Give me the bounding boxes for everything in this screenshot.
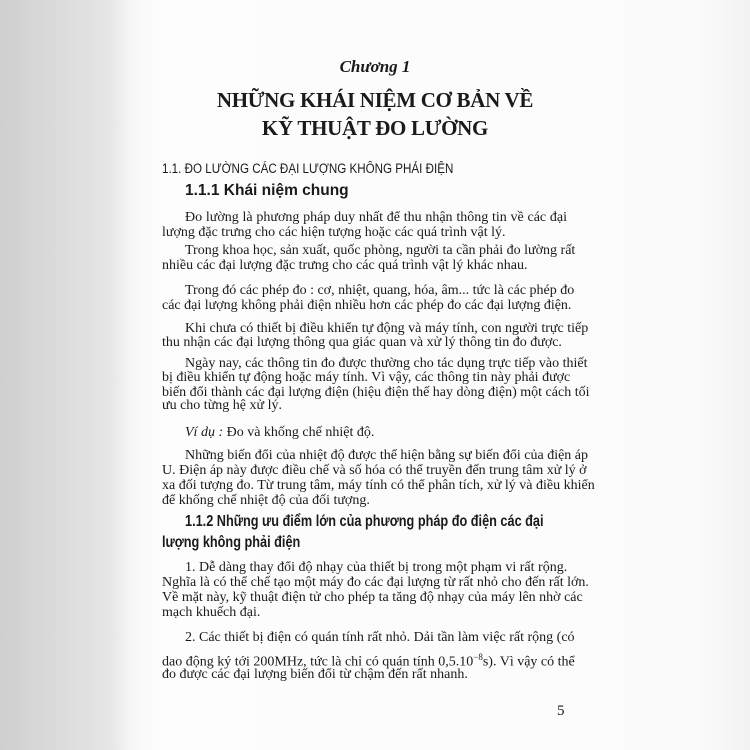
text-line: Đo lường là phương pháp duy nhất để thu nhận thông tin về các đại xyxy=(185,210,567,225)
text-line: Những biến đổi của nhiệt độ được thể hiện bằng sự biến đổi của điện áp xyxy=(185,448,589,463)
text-line: để khống chế nhiệt độ của đối tượng. xyxy=(162,493,370,508)
text-line: Trong khoa học, sản xuất, quốc phòng, người ta cần phải đo lường rất xyxy=(185,243,576,258)
text-segment: dao động ký tới 200MHz, tức là chỉ có quán tính 0,5.10 xyxy=(162,654,474,670)
text-line: ưu cho từng hệ xử lý. xyxy=(162,398,282,413)
example-text: Đo và khống chế nhiệt độ. xyxy=(226,425,375,440)
text-line: Trong đó các phép đo : cơ, nhiệt, quang, hóa, âm... tức là các phép đo xyxy=(185,283,575,298)
text-line: thu nhận các đại lượng thông qua giác quan và xử lý thông tin đo được. xyxy=(162,335,562,350)
example-label: Ví dụ : xyxy=(185,425,224,440)
chapter-label: Chương 1 xyxy=(339,57,411,76)
text-line: 1. Dễ dàng thay đổi độ nhạy của thiết bị trong một phạm vi rất rộng. xyxy=(185,560,568,575)
text-line: U. Điện áp này được điều chế và số hóa có thể truyền đến trung tâm xử lý ở xyxy=(162,463,587,478)
text-line: lượng đặc trưng cho các hiện tượng hoặc các quá trình vật lý. xyxy=(162,225,506,240)
text-line: nhiều các đại lượng đặc trưng cho các quá trình vật lý khác nhau. xyxy=(162,258,528,273)
text-line: Khi chưa có thiết bị điều khiển tự động và máy tính, con người trực tiếp xyxy=(185,321,589,336)
text-line: Nghĩa là có thể chế tạo một máy đo các đại lượng từ rất nhỏ cho đến rất lớn. xyxy=(162,575,589,590)
text-line: đo được các đại lượng biến đổi từ chậm đến rất nhanh. xyxy=(162,667,468,682)
text-line: các đại lượng không phải điện nhiều hơn các phép đo các đại lượng điện. xyxy=(162,298,572,313)
chapter-title-line-2: KỸ THUẬT ĐO LƯỜNG xyxy=(261,116,489,140)
subsection-heading-2-line-2: lượng không phải điện xyxy=(162,534,301,551)
text-line: Ngày nay, các thông tin đo được thường cho tác dụng trực tiếp vào thiết xyxy=(185,356,588,371)
text-segment: s). Vì vậy có thể xyxy=(482,654,575,670)
text-line: 2. Các thiết bị điện có quán tính rất nhỏ. Dải tần làm việc rất rộng (có xyxy=(185,630,575,645)
text-line: xa đối tượng đo. Từ trung tâm, máy tính có thể phân tích, xử lý và điều khiển xyxy=(162,478,595,493)
subsection-heading-1: 1.1.1 Khái niệm chung xyxy=(185,182,349,199)
exponent: −8 xyxy=(473,652,483,662)
example-line xyxy=(185,425,567,440)
chapter-title-line-1: NHỮNG KHÁI NIỆM CƠ BẢN VỀ xyxy=(216,88,534,112)
section-heading: 1.1. ĐO LƯỜNG CÁC ĐẠI LƯỢNG KHÔNG PHẢI ĐIỆN xyxy=(162,161,454,176)
page-number: 5 xyxy=(557,703,565,719)
text-line: Về mặt này, kỹ thuật điện tử cho phép ta tăng độ nhạy của máy lên nhờ các xyxy=(162,590,583,605)
subsection-heading-2-line-1: 1.1.2 Những ưu điểm lớn của phương pháp đo điện các đại xyxy=(185,513,544,530)
text-line: biến đổi thành các đại lượng điện (hiệu điện thế hay dòng điện) một cách tối xyxy=(162,385,590,400)
text-line: bị điều khiển tự động hoặc máy tính. Vì vậy, các thông tin này phải được xyxy=(162,370,571,385)
text-line: mạch khuếch đại. xyxy=(162,605,261,620)
